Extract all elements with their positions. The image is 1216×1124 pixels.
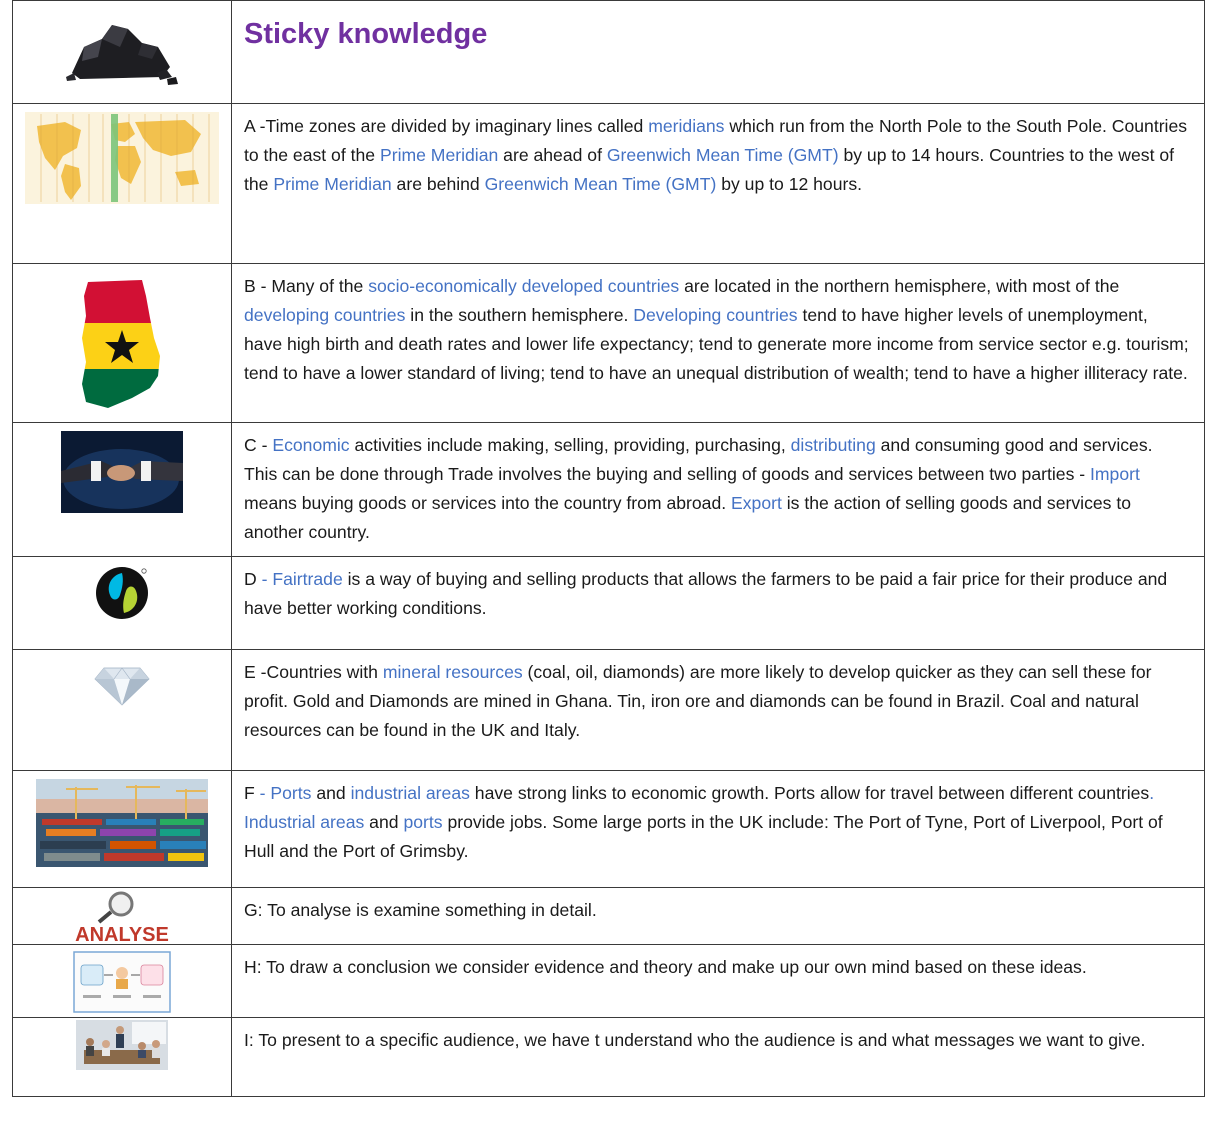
row-d xyxy=(13,557,1205,650)
text-segment: are located in the northern hemisphere, with most of the xyxy=(679,276,1120,296)
text-segment: and xyxy=(364,812,404,832)
keyword-term: socio-economically developed countries xyxy=(368,276,680,296)
paragraph xyxy=(244,953,1190,982)
paragraph xyxy=(244,565,1190,623)
keyword-term: Greenwich Mean Time (GMT) xyxy=(484,174,717,194)
header-row xyxy=(13,1,1205,104)
keyword-term: Economic xyxy=(272,435,350,455)
row-h-text xyxy=(232,945,1205,1018)
text-segment: tend to have higher levels of unemployment, have high birth and death rates and lower life expectancy; tend to generate more income from service sector e.g. tourism; tend to have a lower standard of living; tend to have an unequal distribution of wealth; tend to have a higher illiteracy rate. xyxy=(244,305,1189,383)
text-segment: A -Time zones are divided by imaginary lines called xyxy=(244,116,649,136)
header-title-cell xyxy=(232,1,1205,104)
row-f-text xyxy=(232,771,1205,888)
row-c-text xyxy=(232,423,1205,557)
text-segment: C - xyxy=(244,435,273,455)
analyse-magnifier-icon xyxy=(13,888,231,944)
ghana-flag-map-icon xyxy=(13,264,231,422)
text-segment: H: To draw a conclusion we consider evidence and theory and make up our own mind based on these ideas. xyxy=(244,957,1087,977)
text-segment: activities include making, selling, providing, purchasing, xyxy=(349,435,791,455)
paragraph xyxy=(244,1026,1190,1055)
paragraph xyxy=(244,272,1190,388)
page-title: Sticky knowledge xyxy=(244,18,488,50)
sticky-knowledge-table xyxy=(12,0,1205,1097)
row-b xyxy=(13,264,1205,423)
paragraph xyxy=(244,112,1190,199)
row-i-text xyxy=(232,1018,1205,1097)
keyword-term: Prime Meridian xyxy=(273,174,392,194)
text-segment: in the southern hemisphere. xyxy=(405,305,634,325)
row-i xyxy=(13,1018,1205,1097)
keyword-term: Prime Meridian xyxy=(379,145,499,165)
paragraph xyxy=(244,431,1190,547)
handshake-icon xyxy=(13,423,231,556)
row-b-text xyxy=(232,264,1205,423)
text-segment: provide jobs. Some large ports in the UK include: The Port of Tyne, Port of Liverpool, Port of Hull and the Port of Grimsby. xyxy=(244,812,1163,861)
header-image-cell xyxy=(13,1,232,104)
paragraph xyxy=(244,896,1190,925)
world-time-zone-map-icon xyxy=(13,104,231,263)
text-segment: D xyxy=(244,569,262,589)
text-segment: means buying goods or services into the country from abroad. xyxy=(244,493,732,513)
text-segment: are ahead of xyxy=(498,145,607,165)
text-segment: B - Many of the xyxy=(244,276,369,296)
row-e-text xyxy=(232,650,1205,771)
shipping-port-icon xyxy=(13,771,231,887)
text-segment: have strong links to economic growth. Ports allow for travel between different countries xyxy=(469,783,1150,803)
text-segment: by up to 12 hours. xyxy=(716,174,863,194)
text-segment: by up to 14 hours. Countries to the west of the xyxy=(244,145,1175,194)
keyword-term: Developing countries xyxy=(633,305,798,325)
keyword-term: - Fairtrade xyxy=(261,569,343,589)
keyword-term: meridians xyxy=(648,116,725,136)
diamond-icon xyxy=(13,650,231,770)
text-segment: are behind xyxy=(391,174,485,194)
keyword-term: ports xyxy=(403,812,443,832)
conclusion-diagram-icon xyxy=(13,945,231,1017)
paragraph xyxy=(244,658,1190,745)
keyword-term: - Ports xyxy=(259,783,312,803)
keyword-term: Import xyxy=(1090,464,1140,484)
text-segment: and consuming good and services. This can be done through Trade involves the buying and selling of goods and services between two parties - xyxy=(244,435,1153,484)
row-a xyxy=(13,104,1205,264)
row-f xyxy=(13,771,1205,888)
text-segment: (coal, oil, diamonds) are more likely to develop quicker as they can sell these for profit. Gold and Diamonds are mined in Ghana. Tin, iron ore and diamonds can be found in Brazil. Coal and natural resources can be found in the UK and Italy. xyxy=(244,662,1152,740)
text-segment: F xyxy=(244,783,260,803)
keyword-term: mineral resources xyxy=(382,662,523,682)
row-a-text xyxy=(232,104,1205,264)
keyword-term: Export xyxy=(731,493,782,513)
keyword-term: industrial areas xyxy=(350,783,470,803)
fairtrade-logo-icon xyxy=(13,557,231,649)
paragraph xyxy=(244,779,1190,866)
text-segment: is the action of selling goods and services to another country. xyxy=(244,493,1132,542)
coal-icon xyxy=(13,1,231,103)
text-segment: is a way of buying and selling products that allows the farmers to be paid a fair price for their produce and have better working conditions. xyxy=(244,569,1168,618)
row-g xyxy=(13,888,1205,945)
text-segment: I: To present to a specific audience, we have t understand who the audience is and what messages we want to give. xyxy=(244,1030,1146,1050)
text-segment: which run from the North Pole to the South Pole. Countries to the east of the xyxy=(244,116,1188,165)
row-g-text xyxy=(232,888,1205,945)
text-segment: and xyxy=(311,783,351,803)
row-d-text xyxy=(232,557,1205,650)
keyword-term: Greenwich Mean Time (GMT) xyxy=(606,145,839,165)
text-segment: E -Countries with xyxy=(244,662,383,682)
row-h xyxy=(13,945,1205,1018)
keyword-term: developing countries xyxy=(244,305,406,325)
analyse-word: ANALYSE xyxy=(75,924,169,944)
keyword-term: distributing xyxy=(790,435,876,455)
keyword-term: . Industrial areas xyxy=(244,783,1155,832)
row-c xyxy=(13,423,1205,557)
presentation-meeting-icon xyxy=(13,1018,231,1096)
text-segment: G: To analyse is examine something in detail. xyxy=(244,900,597,920)
row-e xyxy=(13,650,1205,771)
